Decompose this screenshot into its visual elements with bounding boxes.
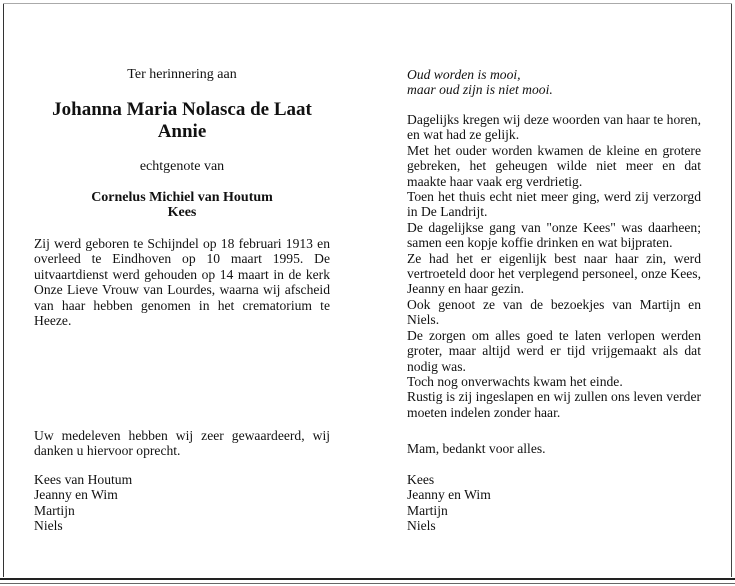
- story-sentence: Ze had het er eigenlijk best naar haar zin, werd vertroeteld door het verplegend personeel, onze Kees, Jeanny en haar gezin.: [407, 250, 701, 297]
- story-sentence: Dagelijks kregen wij deze woorden van haar te horen, en wat had ze gelijk.: [407, 112, 701, 143]
- closing-line: Mam, bedankt voor alles.: [407, 441, 546, 456]
- signer-name: Kees: [407, 472, 435, 487]
- deceased-name: [34, 99, 330, 143]
- signers-list-left: [34, 472, 330, 534]
- signer-name: Kees van Houtum: [34, 472, 133, 487]
- spouse-full-name: Cornelus Michiel van Houtum: [91, 190, 273, 205]
- signer-name: Martijn: [407, 502, 448, 518]
- spouse-name: [34, 190, 330, 220]
- story-sentence: Rustig is zij ingeslapen en wij zullen ons leven verder moeten indelen zonder haar.: [407, 389, 701, 420]
- spouse-label: echtgenote van: [139, 159, 225, 174]
- left-column: [34, 0, 330, 560]
- story-sentence: De dagelijkse gang van "onze Kees" was daarheen; samen een kopje koffie drinken en wat bijpraten.: [407, 219, 701, 251]
- card-border-right: [731, 3, 732, 577]
- story-text: [407, 112, 701, 420]
- intro-text: Ter herinnering aan: [127, 67, 237, 82]
- story-sentence: Toen het thuis echt niet meer ging, werd zij verzorgd in De Landrijt.: [407, 189, 701, 220]
- deceased-nickname: Annie: [157, 121, 207, 142]
- deceased-full-name: Johanna Maria Nolasca de Laat: [52, 99, 312, 120]
- signer-name: Jeanny en Wim: [407, 487, 491, 503]
- poem-line: Oud worden is mooi,: [407, 67, 521, 82]
- signer-name: Niels: [407, 518, 436, 534]
- card-border-bottom: [0, 578, 735, 580]
- signers-list-right: [407, 472, 701, 534]
- poem-line: maar oud zijn is niet mooi.: [407, 82, 553, 98]
- signer-name: Jeanny en Wim: [34, 487, 118, 503]
- story-sentence: De zorgen om alles goed te laten verlopen werden groter, maar altijd werd er tijd vrijgemaakt als dat nodig was.: [407, 327, 701, 374]
- card-border-left: [3, 3, 4, 577]
- poem: [407, 67, 701, 98]
- story-sentence: Toch nog onverwachts kwam het einde.: [407, 373, 623, 389]
- story-sentence: Met het ouder worden kwamen de kleine en grotere gebreken, het geheugen wilde niet meer en dat maakte haar vaak erg verdrietig.: [407, 142, 701, 189]
- signer-name: Martijn: [34, 502, 75, 518]
- thanks-paragraph: Uw medeleven hebben wij zeer gewaardeerd, wij danken u hiervoor oprecht.: [34, 428, 330, 459]
- right-column: [407, 0, 701, 560]
- spouse-nickname: Kees: [167, 205, 197, 220]
- card-border-bottom-secondary: [0, 583, 735, 584]
- signer-name: Niels: [34, 518, 63, 534]
- biography-paragraph: Zij werd geboren te Schijndel op 18 februari 1913 en overleed te Eindhoven op 10 maart 1995. De uitvaartdienst werd gehouden op 14 maart in de kerk Onze Lieve Vrouw van Lourdes, waarna wij afscheid van haar hebben genomen in het crematorium te Heeze.: [34, 236, 330, 329]
- story-sentence: Ook genoot ze van de bezoekjes van Martijn en Niels.: [407, 296, 701, 328]
